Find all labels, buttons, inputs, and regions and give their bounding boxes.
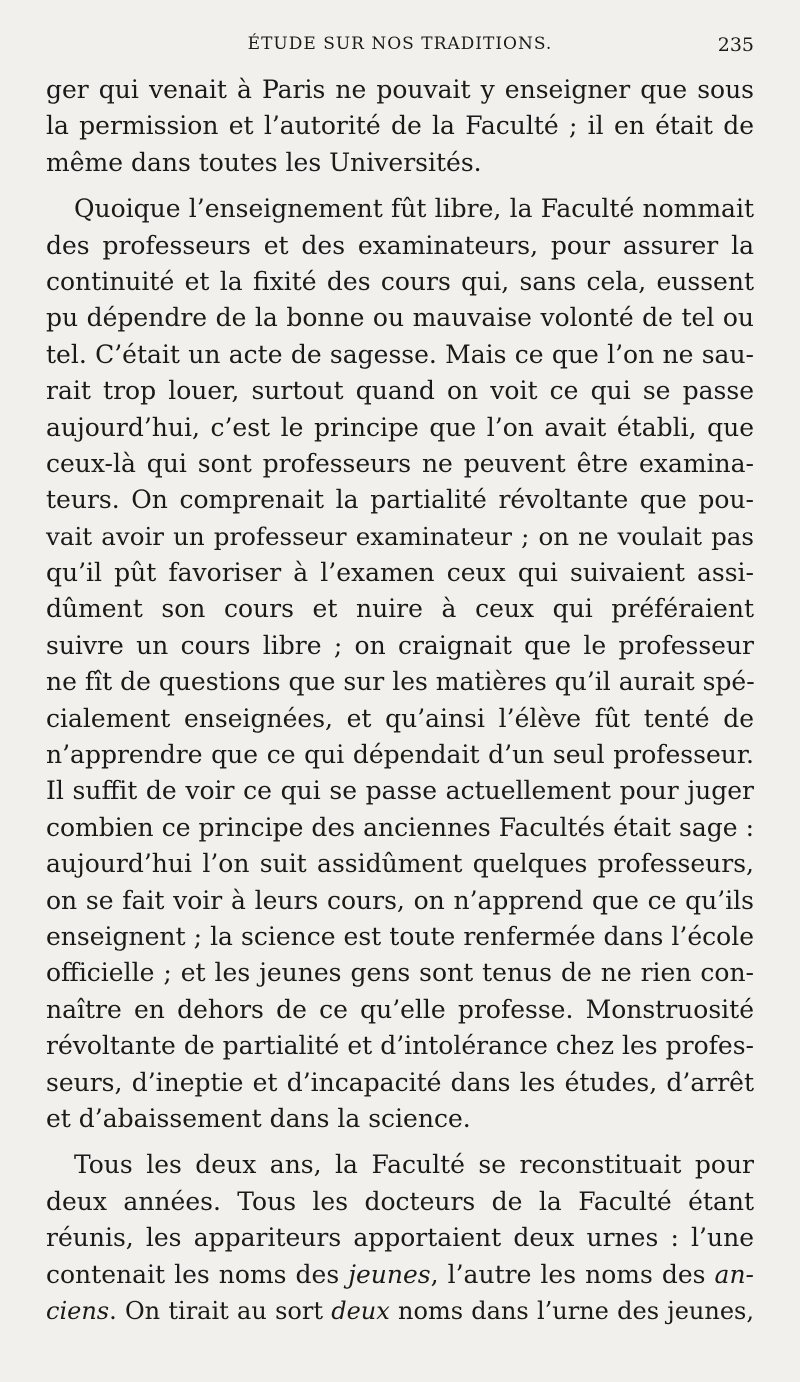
text-run: , l’autre les noms des	[430, 1259, 715, 1289]
text-line	[46, 1293, 754, 1329]
text-line: et d’abaissement dans la science.	[46, 1103, 471, 1133]
text-line: rait trop louer, surtout quand on voit ce qui se passe	[46, 376, 754, 406]
text-line: suivre un cours libre ; on craignait que le professeur	[46, 630, 754, 660]
text-line: qu’il pût favoriser à l’examen ceux qui suivaient assi-	[46, 558, 754, 588]
text-line: révoltante de partialité et d’intolérance chez les profes-	[46, 1031, 754, 1061]
text-line: même dans toutes les Universités.	[46, 147, 482, 177]
text-line: ger qui venait à Paris ne pouvait y enseigner que sous	[46, 75, 754, 104]
text-line: réunis, les appariteurs apportaient deux urnes : l’une	[46, 1223, 754, 1253]
body-text	[46, 72, 754, 1329]
text-line: combien ce principe des anciennes Facultés était sage :	[46, 812, 754, 842]
paragraph-3	[46, 1147, 754, 1329]
text-line: officielle ; et les jeunes gens sont tenus de ne rien con-	[46, 958, 754, 988]
text-line: cialement enseignées, et qu’ainsi l’élève fût tenté de	[46, 703, 754, 733]
running-title: ÉTUDE SUR NOS TRADITIONS.	[247, 34, 553, 54]
text-line: pu dépendre de la bonne ou mauvaise volonté de tel ou	[46, 303, 754, 333]
text-line: n’apprendre que ce qui dépendait d’un seul professeur.	[46, 740, 754, 770]
text-line: la permission et l’autorité de la Faculté ; il en était de	[46, 111, 754, 141]
italic-word: ciens	[46, 1296, 110, 1325]
page-number: 235	[717, 34, 754, 56]
text-line: aujourd’hui l’on suit assidûment quelques professeurs,	[46, 849, 754, 879]
text-line: teurs. On comprenait la partialité révoltante que pou-	[46, 485, 754, 515]
italic-word: an-	[714, 1259, 754, 1289]
italic-word: deux	[331, 1296, 390, 1325]
text-run: . On tirait au sort	[109, 1296, 332, 1325]
paragraph-2	[46, 191, 754, 1137]
text-line: on se fait voir à leurs cours, on n’apprend que ce qu’ils	[46, 885, 754, 915]
text-line	[46, 1257, 754, 1293]
text-line: deux années. Tous les docteurs de la Faculté étant	[46, 1186, 754, 1216]
text-line: seurs, d’ineptie et d’incapacité dans les études, d’arrêt	[46, 1067, 754, 1097]
text-line: des professeurs et des examinateurs, pour assurer la	[46, 230, 754, 260]
text-line: Quoique l’enseignement fût libre, la Faculté nommait	[74, 194, 754, 224]
text-line: vait avoir un professeur examinateur ; on ne voulait pas	[46, 521, 754, 551]
paragraph-1	[46, 72, 754, 181]
text-line: ne fît de questions que sur les matières qu’il aurait spé-	[46, 667, 755, 697]
text-line: dûment son cours et nuire à ceux qui préféraient	[46, 594, 754, 624]
text-line: naître en dehors de ce qu’elle professe. Monstruosité	[46, 994, 754, 1024]
text-line: ceux-là qui sont professeurs ne peuvent être examina-	[46, 448, 754, 478]
text-line: aujourd’hui, c’est le principe que l’on avait établi, que	[46, 412, 754, 442]
text-run: noms dans l’urne des jeunes,	[389, 1296, 754, 1325]
text-line: tel. C’était un acte de sagesse. Mais ce que l’on ne sau-	[46, 339, 754, 369]
text-run: contenait les noms des	[46, 1259, 349, 1289]
italic-word: jeunes	[348, 1259, 431, 1289]
page-header	[46, 34, 754, 64]
text-line: Il suffit de voir ce qui se passe actuellement pour juger	[46, 776, 754, 806]
text-line: Tous les deux ans, la Faculté se reconstituait pour	[74, 1150, 754, 1180]
text-line: continuité et la fixité des cours qui, sans cela, eussent	[46, 266, 754, 296]
text-line: enseignent ; la science est toute renfermée dans l’école	[46, 921, 754, 951]
